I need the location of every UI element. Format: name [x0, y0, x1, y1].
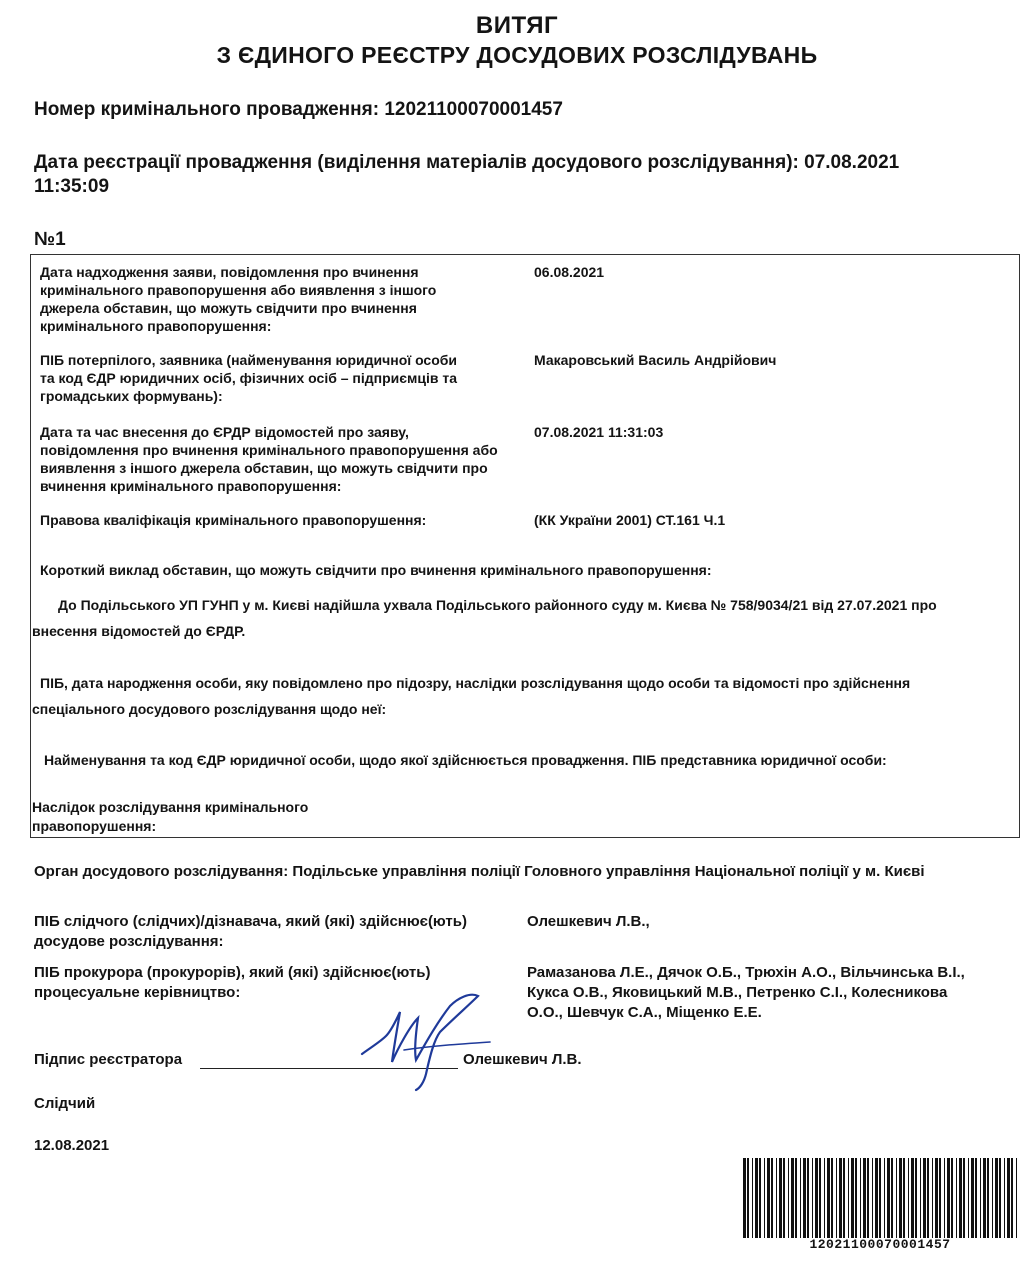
summary-label: Короткий виклад обставин, що можуть свідчити про вчинення кримінального правопорушення:	[40, 562, 712, 578]
entry-datetime-label-line: повідомлення про вчинення кримінального правопорушення або	[40, 442, 498, 458]
prosecutor-value-line: Кукса О.В., Яковицький М.В., Петренко С.І., Колесникова	[527, 984, 948, 1001]
barcode-icon	[741, 1158, 1019, 1238]
investigator-label-line: досудове розслідування:	[34, 933, 224, 950]
registration-time-value: 11:35:09	[34, 176, 110, 197]
prosecutor-label-line: ПІБ прокурора (прокурорів), який (які) здійснює(ють)	[34, 964, 431, 981]
registrar-name: Олешкевич Л.В.	[463, 1051, 582, 1068]
summary-text-line1: До Подільського УП ГУНП у м. Києві надійшла ухвала Подільського районного суду м. Києва № 758/9034/21 від 27.07.2021 про	[58, 597, 937, 613]
receipt-date-label	[40, 263, 520, 335]
investigator-label-line: ПІБ слідчого (слідчих)/дізнавача, який (які) здійснює(ють)	[34, 913, 467, 930]
prosecutor-label-line: процесуальне керівництво:	[34, 984, 241, 1001]
receipt-date-label-line: джерела обставин, що можуть свідчити про вчинення	[40, 300, 417, 316]
case-number-line	[34, 98, 563, 122]
victim-label-line: та код ЄДР юридичних осіб, фізичних осіб – підприємців та	[40, 370, 457, 386]
suspect-label-line2: спеціального досудового розслідування щодо неї:	[32, 701, 387, 717]
entry-datetime-label-line: вчинення кримінального правопорушення:	[40, 478, 342, 494]
case-number-label: Номер кримінального провадження:	[34, 99, 380, 120]
organ-line	[34, 862, 925, 882]
registration-date-value: 07.08.2021	[804, 152, 900, 173]
receipt-date-label-line: кримінального правопорушення або виявлення з іншого	[40, 282, 437, 298]
registration-date-label: Дата реєстрації провадження (виділення матеріалів досудового розслідування):	[34, 152, 799, 173]
registrar-label: Підпис реєстратора	[34, 1051, 183, 1068]
receipt-date-label-line: Дата надходження заяви, повідомлення про вчинення	[40, 264, 419, 280]
prosecutor-value-line: Рамазанова Л.Е., Дячок О.Б., Трюхін А.О., Вільчинська В.І.,	[527, 964, 965, 981]
legal-entity-label: Найменування та код ЄДР юридичної особи, щодо якої здійснюється провадження. ПІБ представника юридичної особи:	[44, 752, 887, 768]
victim-value: Макаровський Василь Андрійович	[534, 352, 777, 368]
document-date: 12.08.2021	[34, 1137, 110, 1154]
suspect-label-line1: ПІБ, дата народження особи, яку повідомлено про підозру, наслідки розслідування щодо особи та відомості про здійснення	[40, 675, 911, 691]
qualification-label: Правова кваліфікація кримінального правопорушення:	[40, 512, 427, 528]
handwritten-signature	[340, 976, 510, 1096]
entry-datetime-label-line: виявлення з іншого джерела обставин, що можуть свідчити про	[40, 460, 488, 476]
document-title: ВИТЯГ	[475, 12, 559, 39]
result-label-line1: Наслідок розслідування кримінального	[32, 799, 309, 815]
victim-label-line: ПІБ потерпілого, заявника (найменування юридичної особи	[40, 352, 458, 368]
barcode-number: 12021100070001457	[809, 1237, 951, 1252]
organ-label: Орган досудового розслідування:	[34, 863, 289, 880]
summary-text-line2: внесення відомостей до ЄРДР.	[32, 623, 246, 639]
victim-label	[40, 351, 520, 405]
entry-number: №1	[34, 229, 66, 250]
prosecutor-value-line: О.О., Шевчук С.А., Міщенко Е.Е.	[527, 1004, 762, 1021]
organ-value: Подільське управління поліції Головного управління Національної поліції у м. Києві	[292, 863, 925, 880]
entry-datetime-label	[40, 423, 530, 495]
result-label-line2: правопорушення:	[32, 818, 157, 834]
receipt-date-label-line: кримінального правопорушення:	[40, 318, 272, 334]
victim-label-line: громадських формувань):	[40, 388, 223, 404]
entry-datetime-label-line: Дата та час внесення до ЄРДР відомостей про заяву,	[40, 424, 409, 440]
document-subtitle: З ЄДИНОГО РЕЄСТРУ ДОСУДОВИХ РОЗСЛІДУВАНЬ	[216, 42, 818, 68]
case-number-value: 12021100070001457	[384, 99, 563, 120]
prosecutor-value	[527, 963, 1017, 1023]
receipt-date-value: 06.08.2021	[534, 264, 605, 280]
entry-datetime-value: 07.08.2021 11:31:03	[534, 424, 664, 440]
investigator-value: Олешкевич Л.В.,	[527, 913, 650, 930]
qualification-value: (КК України 2001) СТ.161 Ч.1	[534, 512, 726, 528]
investigator-label	[34, 912, 514, 952]
role-label: Слідчий	[34, 1095, 96, 1112]
registration-date-line	[34, 151, 1014, 175]
